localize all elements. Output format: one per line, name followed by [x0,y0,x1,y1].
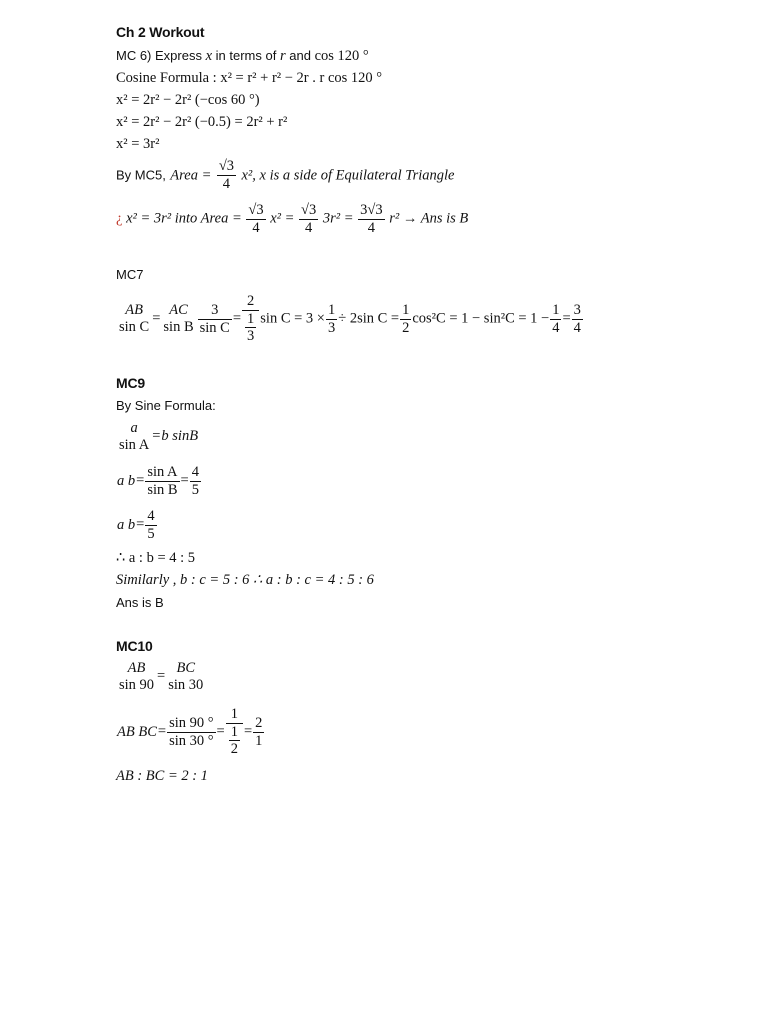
mc6-step-3: x² = 3r² [116,136,160,152]
fraction-denominator [242,311,259,345]
fraction-denominator: sin 90 [119,676,155,693]
mc10-r2-fraction-2 [167,715,215,749]
fraction-numerator: a [117,472,125,489]
mc6-step-2: x² = 2r² − 2r² (−0.5) = 2r² + r² [116,114,288,130]
mc9-r2-fraction-1 [117,473,135,490]
equals-sign: = [232,310,242,327]
mc5-sub-text: x² = 3r² into Area = [126,210,242,227]
mc10-row-2 [116,706,265,758]
equals-sign: = [216,723,225,740]
mc9-answer: Ans is B [116,595,164,610]
mc9-similarly [116,572,374,589]
mc6-var-x: x [205,48,213,64]
fraction-denominator: 2 [402,319,410,336]
mc5-sub-fraction-2 [299,202,318,236]
mc5-sub-mid-2: 3r² = [322,210,354,227]
mc7-mid-3: cos²C = 1 − sin²C = 1 − [412,310,550,327]
mc7-fraction-3 [198,302,232,336]
fraction-numerator: 2 [242,293,259,311]
mc5-substitution-line [116,202,468,236]
mc10-nested-fraction [229,724,240,758]
equals-sign: = [136,472,145,489]
fraction-denominator: 5 [147,525,155,542]
mc6-step-1: x² = 2r² − 2r² (−cos 60 °) [116,92,260,108]
mc6-question-cos: cos 120 ° [314,48,369,64]
fraction-denominator: 4 [305,219,313,236]
mc5-sub-symbol: ¿ [116,210,123,227]
fraction-numerator: 1 [226,706,243,724]
mc6-question-mid: in terms of [215,48,277,63]
equals-sign: = [136,516,145,533]
mc9-row-1 [116,420,199,453]
fraction-denominator: sin 30 [168,676,204,693]
mc7-equation [116,293,584,345]
mc6-question-and: and [289,48,311,63]
fraction-numerator: b [161,428,169,445]
equals-sign: = [157,723,167,740]
fraction-numerator: AB [127,660,146,676]
mc5-sub-fraction-1 [246,202,265,236]
mc6-question-text: MC 6) Express [116,48,202,63]
mc9-intro: By Sine Formula: [116,398,216,413]
fraction-numerator: BC [176,660,196,676]
equals-sign: = [243,723,253,740]
fraction-denominator: 3 [327,319,336,336]
mc7-fraction-1 [117,302,151,335]
mc5-area-line [116,158,454,192]
fraction-denominator: 2 [230,741,238,758]
fraction-numerator: sin 90 ° [169,714,214,731]
fraction-numerator: 3 [573,301,581,318]
mc5-sub-tail: r² → Ans is B [389,210,469,227]
fraction-numerator: AC [169,302,188,319]
fraction-denominator: 4 [573,319,581,336]
mc10-label: MC10 [116,638,153,654]
equals-sign: = [157,668,166,684]
mc5-sub-mid-1: x² = [270,210,295,227]
mc5-area-den: 4 [222,175,231,192]
equals-sign: = [562,310,571,327]
fraction-numerator: 3√3 [360,202,383,218]
mc6-var-r: r [279,48,286,64]
fraction-numerator: 1 [402,301,410,318]
mc9-r2-fraction-3 [190,464,201,498]
mc9-r1-fraction-1 [117,420,151,453]
fraction-numerator: √3 [248,202,264,218]
fraction-denominator: 1 [255,732,263,749]
fraction-numerator: 1 [247,310,255,327]
equals-sign: = [180,472,189,489]
fraction-denominator: 4 [367,219,376,236]
mc9-r3-fraction-1 [117,517,135,534]
mc5-area-lhs: Area = [170,167,212,184]
mc6-question [116,48,369,65]
fraction-denominator: b [127,516,136,533]
fraction-numerator: 3 [198,302,232,320]
mc10-row-1 [116,660,206,693]
fraction-numerator: AB [125,302,143,319]
mc9-similarly-text: Similarly , b : c = 5 : 6 ∴ a : b : c = 4 : 5 : 6 [116,572,374,588]
mc7-fraction-5 [326,302,337,336]
mc9-row-2 [116,464,202,498]
mc5-area-fraction [217,158,236,192]
fraction-denominator: 5 [191,481,199,498]
mc10-r1-fraction-1 [117,660,156,693]
mc7-fraction-7 [550,302,561,336]
fraction-numerator: 1 [552,301,560,318]
fraction-numerator: √3 [301,202,317,218]
fraction-denominator [226,724,243,758]
mc10-r2-fraction-3 [226,706,243,758]
mc10-ratio-text: AB : BC = 2 : 1 [116,768,208,784]
fraction-denominator: sin C [119,319,150,336]
mc9-r2-fraction-2 [145,464,179,498]
fraction-denominator: sin C [199,319,230,336]
mc10-r2-fraction-4 [253,715,264,749]
fraction-denominator: sin B [163,319,194,336]
fraction-denominator: 4 [252,219,260,236]
mc7-label: MC7 [116,267,144,282]
mc5-area-num: √3 [218,158,235,174]
fraction-numerator: 2 [255,714,263,731]
mc7-fraction-6 [400,302,411,336]
fraction-denominator: sin 30 ° [169,732,214,749]
mc7-mid-2: ÷ 2sin C = [338,310,400,327]
mc5-by-label: By MC5, [116,167,166,183]
mc7-nested-fraction [245,311,256,345]
fraction-numerator: 1 [327,301,336,318]
mc10-r1-fraction-2 [166,660,205,693]
mc9-label: MC9 [116,375,145,391]
fraction-numerator: a [130,420,138,436]
mc10-r2-fraction-1 [117,724,157,741]
equals-sign: = [152,428,161,444]
mc9-r3-fraction-2 [145,508,156,542]
fraction-denominator: sinB [172,428,199,445]
mc7-mid-1: sin C = 3 × [260,310,325,327]
mc9-ratio-ab: ∴ a : b = 4 : 5 [116,550,196,566]
mc5-area-rest: x², x is a side of Equilateral Triangle [241,167,455,184]
mc9-row-3 [116,508,158,542]
mc10-ratio [116,768,208,785]
fraction-numerator: sin A [147,464,178,480]
mc7-fraction-8 [572,302,583,336]
fraction-numerator: 4 [191,464,199,480]
mc7-fraction-2 [161,302,195,335]
fraction-denominator: sin B [147,481,178,498]
fraction-denominator: b [127,472,136,489]
mc9-r1-fraction-2 [161,428,198,445]
equals-sign: = [152,310,161,327]
fraction-denominator: sin A [119,436,150,453]
document-title: Ch 2 Workout [116,24,205,40]
fraction-numerator: 4 [147,508,155,524]
mc5-sub-fraction-3 [358,202,384,236]
mc7-fraction-4 [242,293,259,345]
fraction-denominator: 4 [552,319,560,336]
fraction-denominator: BC [138,723,157,740]
fraction-denominator: 3 [247,328,255,345]
mc6-cosine-formula: Cosine Formula : x² = r² + r² − 2r . r cos 120 ° [116,70,383,86]
fraction-numerator: AB [117,723,135,740]
fraction-numerator: a [117,516,125,533]
fraction-numerator: 1 [230,723,238,740]
